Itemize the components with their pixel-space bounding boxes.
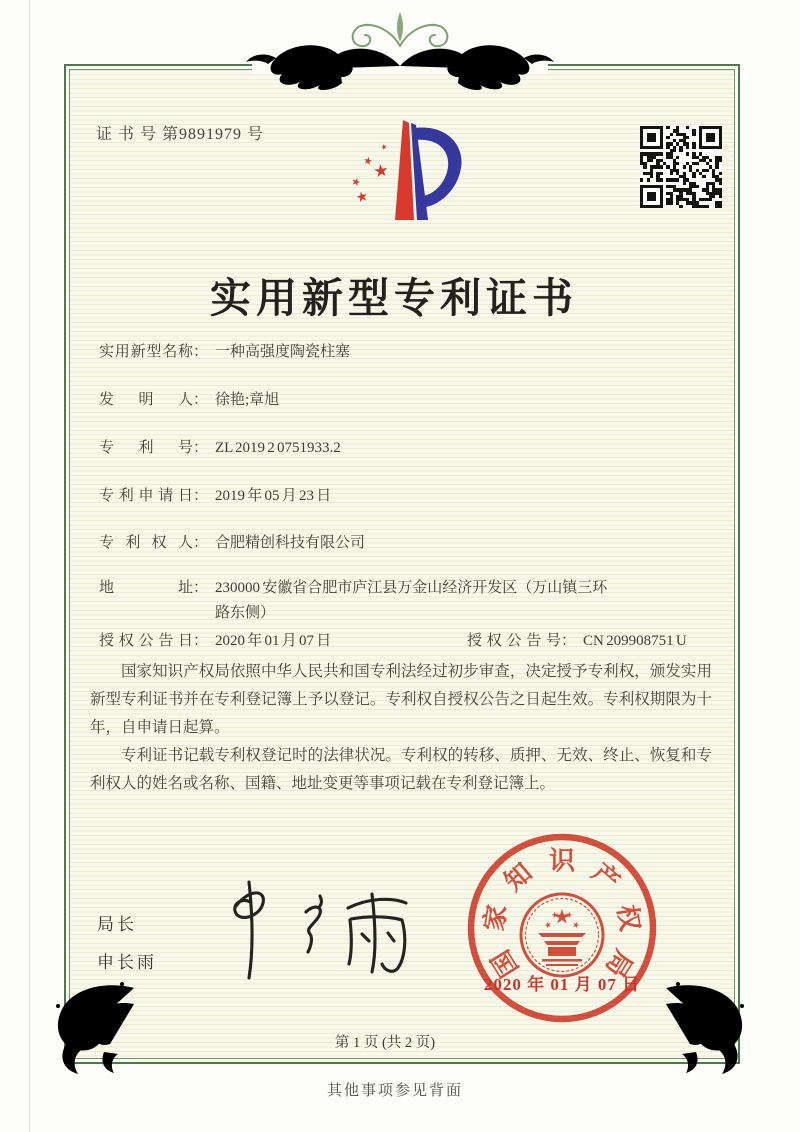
logo-star-icon (380, 143, 387, 150)
field-value: 2019 年 05 月 23 日 (215, 488, 332, 504)
field-row-utility-model-name: 实用新型名称 ： 一种高强度陶瓷柱塞 (99, 340, 350, 365)
page-number: 第 1 页 (共 2 页) (334, 1035, 436, 1051)
svg-text:权: 权 (611, 902, 645, 933)
field-label: 实用新型名称 (99, 344, 193, 360)
legal-text (90, 658, 712, 798)
field-row-grant: 授权公告日 ： 2020 年 01 月 07 日 授权公告号 ： CN 209908751 U (99, 629, 736, 654)
field-value: CN 209908751 U (583, 633, 687, 649)
field-label: 授权公告日 (99, 633, 193, 649)
field-label: 专利申请日 (99, 488, 193, 504)
field-label: 授权公告号 (467, 633, 561, 649)
logo-star-icon (351, 177, 361, 187)
logo-star-icon (363, 156, 372, 165)
svg-text:知: 知 (498, 857, 538, 897)
svg-text:识: 识 (548, 846, 576, 876)
field-value: 230000 安徽省合肥市庐江县万金山经济开发区（万山镇三环路东侧） (215, 580, 608, 621)
certificate-title: 实用新型专利证书 (210, 275, 578, 322)
field-value: 一种高强度陶瓷柱塞 (215, 344, 351, 360)
field-label: 专利号 (99, 440, 193, 456)
scan-edge-line (29, 0, 30, 1132)
field-label: 专利权人 (99, 535, 193, 551)
back-note: 其他事项参见背面 (326, 1083, 463, 1099)
field-row-filing-date: 专利申请日 ： 2019 年 05 月 23 日 (99, 484, 331, 509)
svg-text:局: 局 (599, 944, 638, 983)
field-row-inventor: 发明人 ： 徐艳;章旭 (99, 388, 279, 413)
signer-block (97, 906, 157, 982)
logo-star-icon (373, 163, 388, 177)
certificate-number: 证 书 号 第9891979 号 (96, 126, 265, 143)
field-value: 徐艳;章旭 (215, 392, 280, 408)
logo-star-icon (356, 190, 369, 202)
field-value: ZL 2019 2 0751933.2 (215, 440, 341, 456)
cnipa-logo (325, 112, 475, 230)
official-seal (462, 828, 662, 1028)
signer-name: 申长雨 (97, 953, 157, 972)
signer-title: 局长 (97, 915, 137, 934)
field-row-address: 地址 ： 230000 安徽省合肥市庐江县万金山经济开发区（万山镇三环路东侧） (99, 576, 617, 626)
grant-number-pair: 授权公告号 ： CN 209908751 U (467, 629, 687, 654)
legal-paragraph: 国家知识产权局依照中华人民共和国专利法经过初步审查，决定授予专利权，颁发实用新型专利证书并在专利登记簿上予以登记。专利权自授权公告之日起生效。专利权期限为十年，自申请日起算。 (90, 663, 712, 736)
director-signature (202, 876, 417, 984)
qr-code (640, 126, 722, 208)
field-value: 2020 年 01 月 07 日 (215, 633, 332, 649)
seal-date: 2020 年 01 月 07 日 (483, 975, 641, 994)
svg-text:家: 家 (479, 902, 513, 933)
field-row-patent-number: 专利号 ： ZL 2019 2 0751933.2 (99, 436, 341, 461)
national-emblem-icon (521, 894, 603, 976)
legal-paragraph: 专利证书记载专利权登记时的法律状况。专利权的转移、质押、无效、终止、恢复和专利权人的姓名或名称、国籍、地址变更等事项记载在专利登记簿上。 (90, 747, 712, 792)
svg-text:国: 国 (486, 944, 525, 983)
field-label: 地址 (99, 580, 193, 596)
field-row-patentee: 专利权人 ： 合肥精创科技有限公司 (99, 531, 365, 556)
field-label: 发明人 (99, 392, 193, 408)
svg-text:产: 产 (586, 857, 626, 897)
field-value: 合肥精创科技有限公司 (215, 535, 366, 551)
